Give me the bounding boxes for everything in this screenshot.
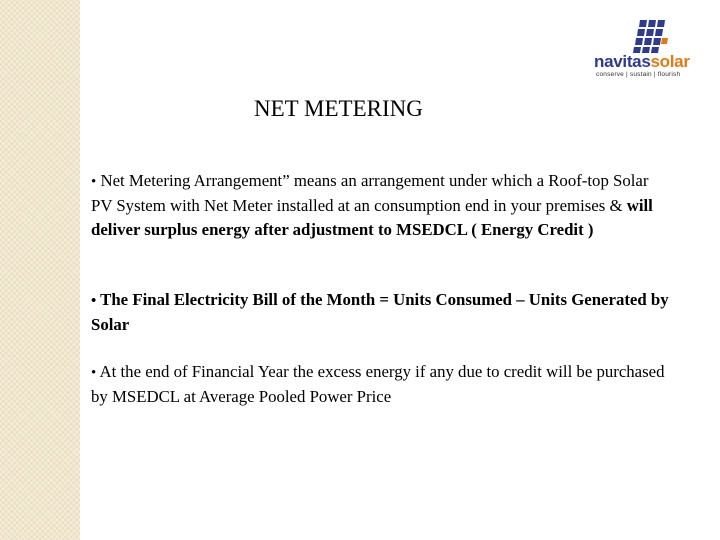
bullet-marker: •: [91, 365, 97, 381]
slide-title: NET METERING: [254, 96, 423, 121]
logo-word-navitas: navitas: [594, 52, 651, 71]
bullet-text-bold: will deliver surplus energy after adjustment to MSEDCL ( Energy Credit ): [91, 196, 653, 239]
bullet-net-metering-definition: [91, 169, 671, 242]
navitas-solar-logo: [592, 18, 714, 80]
logo-wordmark: [594, 52, 714, 72]
bullet-final-bill: [91, 288, 671, 337]
bullet-marker: •: [91, 293, 97, 309]
bullet-text: Net Metering Arrangement” means an arrangement under which a Roof-top Solar PV System with Net Meter installed at an consumption end in your premises &: [91, 171, 649, 215]
logo-tagline: conserve | sustain | flourish: [596, 71, 681, 78]
bullet-text-bold: The Final Electricity Bill of the Month = Units Consumed – Units Generated by Solar: [91, 290, 669, 334]
bullet-marker: •: [91, 174, 97, 190]
bullet-financial-year-credit: [91, 360, 671, 409]
logo-word-solar: solar: [650, 52, 690, 71]
solar-panel-icon: [628, 18, 670, 54]
decorative-side-band: [0, 0, 80, 540]
bullet-text: At the end of Financial Year the excess energy if any due to credit will be purchased by MSEDCL at Average Pooled Power Price: [91, 362, 665, 406]
